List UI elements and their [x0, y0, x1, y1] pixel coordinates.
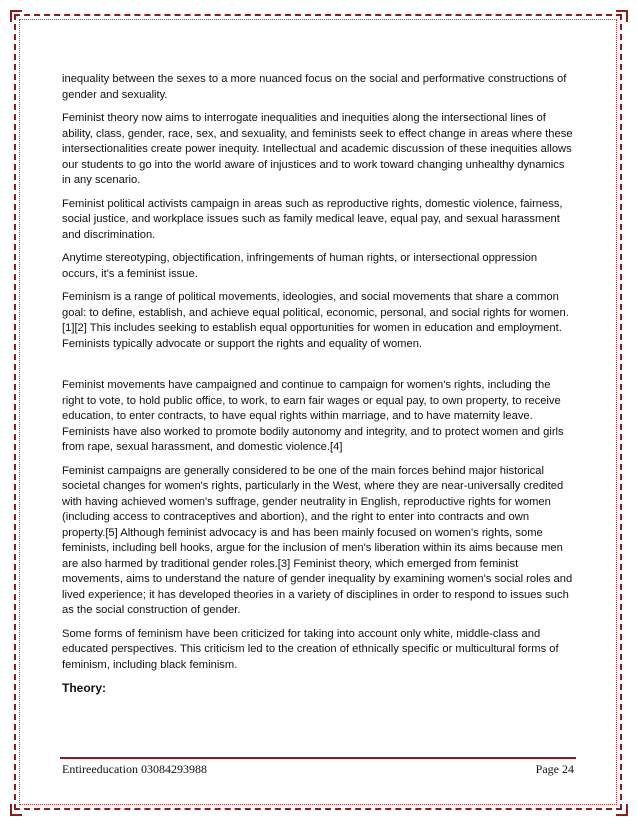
page-number: Page 24 — [535, 762, 574, 776]
section-heading: Theory: — [62, 681, 107, 695]
page-body — [62, 72, 574, 697]
border-corner — [616, 804, 628, 816]
paragraph: Anytime stereotyping, objectification, infringements of human rights, or intersectional oppression occurs, it's a feminist issue. — [62, 252, 538, 280]
paragraph: inequality between the sexes to a more nuanced focus on the social and performative constructions of gender and sexuality. — [62, 73, 567, 101]
footer-rule — [60, 757, 576, 759]
footer-contact: Entireeducation 03084293988 — [62, 762, 207, 776]
border-corner — [10, 804, 22, 816]
paragraph: Feminist political activists campaign in areas such as reproductive rights, domestic violence, fairness, social justice, and workplace issues such as family medical leave, equal pay, and sexual harassment and discrimination. — [62, 197, 563, 241]
paragraph: Feminist theory now aims to interrogate inequalities and inequities along the intersectional lines of ability, class, gender, race, sex, and sexuality, and feminists seek to effect change in areas where these intersectionalities create power inequity. Intellectual and academic discussion of these inequities allows our students to go into the world aware of injustices and to work toward changing unhealthy dynamics in any scenario. — [62, 112, 573, 186]
border-corner — [10, 10, 22, 22]
paragraph: Some forms of feminism have been criticized for taking into account only white, middle-class and educated perspectives. This criticism led to the creation of ethnically specific or multicultural forms of feminism, including black feminism. — [62, 627, 559, 671]
paragraph: Feminism is a range of political movements, ideologies, and social movements that share a common goal: to define, establish, and achieve equal political, economic, personal, and social rights for women.[1][2] This includes seeking to establish equal opportunities for women in education and employment. Feminists typically advocate or support the rights and equality of women. — [62, 291, 569, 350]
border-corner — [616, 10, 628, 22]
paragraph: Feminist movements have campaigned and continue to campaign for women's rights, including the right to vote, to hold public office, to work, to earn fair wages or equal pay, to own property, to receive education, to enter contracts, to have equal rights within marriage, and to have maternity leave. Feminists have also worked to promote bodily autonomy and integrity, and to protect women and girls from rape, sexual harassment, and domestic violence.[4] — [62, 379, 564, 453]
paragraph: Feminist campaigns are generally considered to be one of the main forces behind major historical societal changes for women's rights, particularly in the West, where they are near-universally credited with having achieved women's suffrage, gender neutrality in English, reproductive rights for women (including access to contraceptives and abortion), and the right to enter into contracts and own property.[5] Although feminist advocacy is and has been mainly focused on women's rights, some feminists, including bell hooks, argue for the inclusion of men's liberation within its aims because men are also harmed by traditional gender roles.[3] Feminist theory, which emerged from feminist movements, aims to understand the nature of gender inequality by examining women's social roles and lived experience; it has developed theories in a variety of disciplines in order to respond to issues such as the social construction of gender. — [62, 464, 573, 616]
page-footer — [62, 762, 574, 777]
